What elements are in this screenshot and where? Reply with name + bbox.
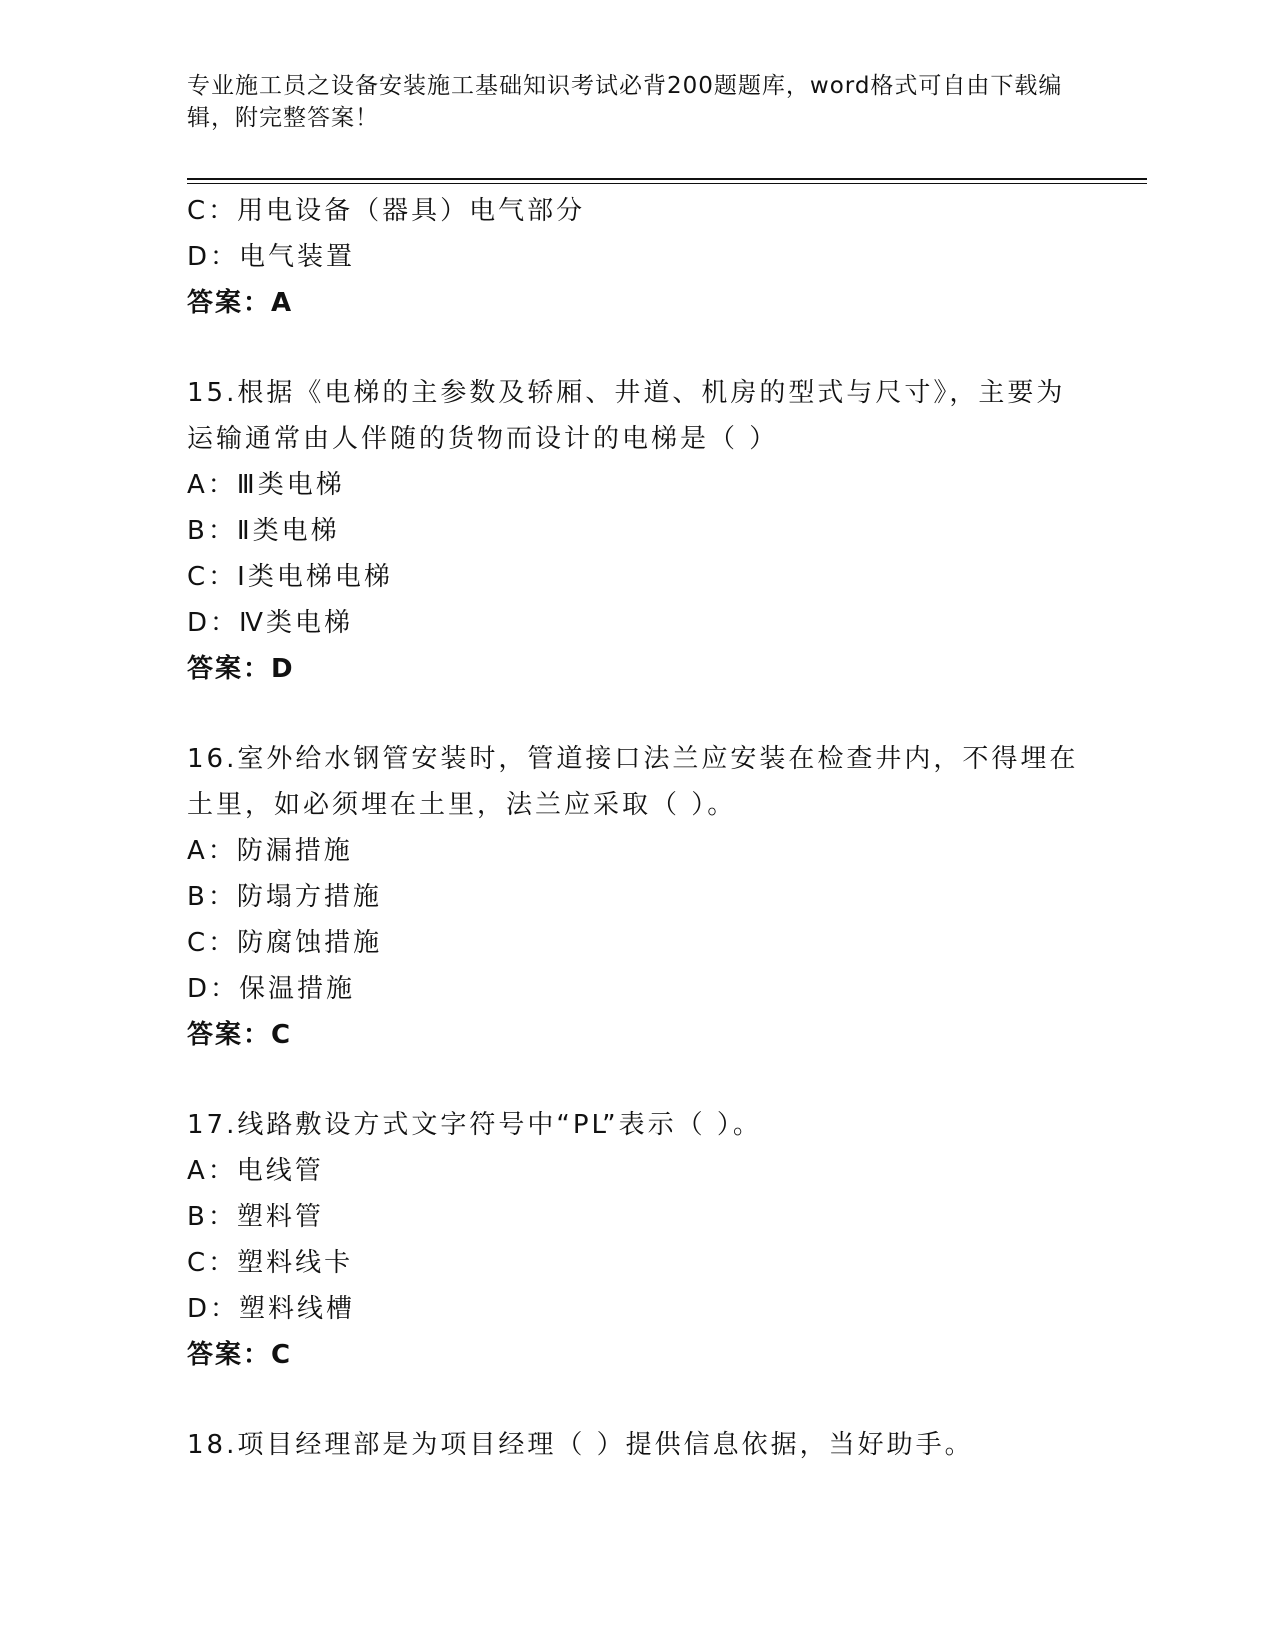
option-d: D：电气装置	[187, 242, 356, 272]
question-stem: 17.线路敷设方式文字符号中“PL”表示（ ）。	[187, 1110, 762, 1140]
option-c: C：塑料线卡	[187, 1248, 354, 1278]
carry-over-question	[187, 188, 1087, 326]
answer-line: 答案：D	[187, 654, 295, 684]
question-stem: 16.室外给水钢管安装时，管道接口法兰应安装在检查井内，不得埋在土里，如必须埋在土里，法兰应采取（ ）。	[187, 744, 1079, 820]
option-b: B：塑料管	[187, 1202, 324, 1232]
option-c: C：Ⅰ类电梯电梯	[187, 562, 393, 592]
question-16	[187, 736, 1087, 1058]
option-d: D：保温措施	[187, 974, 356, 1004]
header-divider-thin	[187, 183, 1147, 184]
option-a: A：Ⅲ类电梯	[187, 470, 345, 500]
question-list	[187, 188, 1087, 1468]
option-a: A：电线管	[187, 1156, 324, 1186]
option-d: D：塑料线槽	[187, 1294, 356, 1324]
option-d: D：Ⅳ类电梯	[187, 608, 354, 638]
question-stem: 18.项目经理部是为项目经理（ ）提供信息依据，当好助手。	[187, 1430, 974, 1460]
answer-line: 答案：C	[187, 1340, 293, 1370]
question-17	[187, 1102, 1087, 1378]
answer-line: 答案：C	[187, 1020, 293, 1050]
header-divider-thick	[187, 178, 1147, 180]
answer-line: 答案：A	[187, 288, 294, 318]
document-header: 专业施工员之设备安装施工基础知识考试必背200题题库，word格式可自由下载编辑，附完整答案！	[187, 73, 1063, 131]
option-c: C：防腐蚀措施	[187, 928, 383, 958]
option-c: C：用电设备（器具）电气部分	[187, 196, 586, 226]
question-15	[187, 370, 1087, 692]
option-b: B：防塌方措施	[187, 882, 382, 912]
option-a: A：防漏措施	[187, 836, 353, 866]
question-stem: 15.根据《电梯的主参数及轿厢、井道、机房的型式与尺寸》，主要为运输通常由人伴随的货物而设计的电梯是（ ）	[187, 378, 1066, 454]
option-b: B：Ⅱ类电梯	[187, 516, 340, 546]
question-18	[187, 1422, 1087, 1468]
